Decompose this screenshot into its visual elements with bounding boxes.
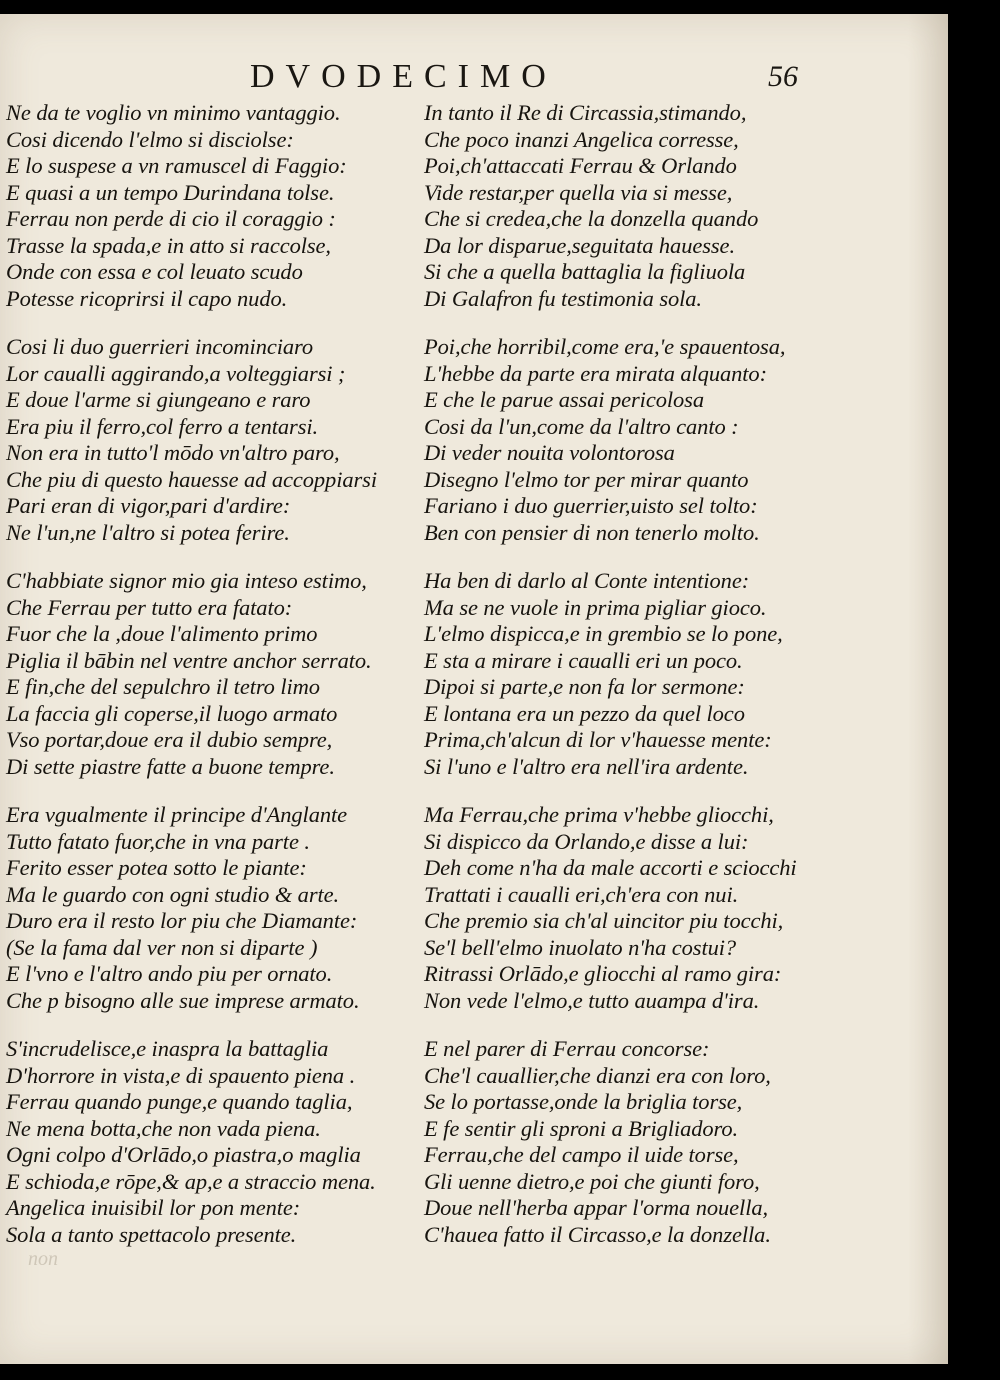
stanza (6, 1036, 416, 1248)
stanza (424, 802, 844, 1014)
verse-line: Si dispicco da Orlando,e disse a lui: (424, 828, 749, 854)
verse-line: Ne l'un,ne l'altro si potea ferire. (6, 519, 290, 545)
verse-line: Che p bisogno alle sue imprese armato. (6, 987, 360, 1013)
verse-line: Disegno l'elmo tor per mirar quanto (424, 466, 749, 492)
verse-line: E doue l'arme si giungeano e raro (6, 387, 311, 412)
verse-line: Angelica inuisibil lor pon mente: (6, 1195, 301, 1220)
verse-line: L'hebbe da parte era mirata alquanto: (424, 360, 767, 386)
verse-line: D'horrore in vista,e di spauento piena . (6, 1062, 356, 1088)
verse-line: Duro era il resto lor piu che Diamante: (6, 908, 358, 933)
verse-line: Era vgualmente il principe d'Anglante (6, 802, 348, 827)
page-header (250, 58, 810, 98)
verse-line: E l'vno e l'altro ando piu per ornato. (6, 961, 333, 986)
verse-line: Gli uenne dietro,e poi che giunti foro, (424, 1168, 760, 1194)
verse-line: Cosi li duo guerrieri incominciaro (6, 334, 314, 359)
verse-line: (Se la fama dal ver non si diparte ) (6, 934, 318, 960)
verse-line: L'elmo dispicca,e in grembio se lo pone, (424, 621, 783, 646)
verse-line: C'hauea fatto il Circasso,e la donzella. (424, 1221, 771, 1247)
verse-line: E fin,che del sepulchro il tetro limo (6, 674, 320, 699)
verse-line: Se'l bell'elmo inuolato n'ha costui? (424, 934, 737, 960)
verse-line: Cosi dicendo l'elmo si disciolse: (6, 126, 294, 152)
verse-line: Di Galafron fu testimonia sola. (424, 285, 702, 311)
stanza (424, 568, 844, 780)
verse-line: Onde con essa e col leuato scudo (6, 259, 303, 284)
verse-line: Trasse la spada,e in atto si raccolse, (6, 232, 331, 258)
verse-line: Sola a tanto spettacolo presente. (6, 1221, 297, 1247)
right-column (424, 100, 844, 1270)
stanza (6, 100, 416, 312)
verse-line: E che le parue assai pericolosa (424, 387, 704, 412)
verse-line: E sta a mirare i caualli eri un poco. (424, 647, 743, 673)
verse-line: Ne mena botta,che non vada piena. (6, 1115, 321, 1141)
verse-line: Non vede l'elmo,e tutto auampa d'ira. (424, 987, 760, 1013)
verse-line: Che premio sia ch'al uincitor piu tocchi, (424, 908, 784, 933)
show-through-text: non (28, 1248, 58, 1270)
verse-line: E nel parer di Ferrau concorse: (424, 1036, 710, 1061)
verse-line: La faccia gli coperse,il luogo armato (6, 700, 338, 726)
verse-line: Ha ben di darlo al Conte intentione: (424, 568, 750, 593)
verse-line: In tanto il Re di Circassia,stimando, (424, 100, 747, 125)
verse-line: Di sette piastre fatte a buone tempre. (6, 753, 335, 779)
verse-line: Tutto fatato fuor,che in vna parte . (6, 828, 310, 854)
verse-line: Ferrau quando punge,e quando taglia, (6, 1089, 353, 1114)
verse-line: Si che a quella battaglia la figliuola (424, 259, 746, 284)
verse-line: Vide restar,per quella via si messe, (424, 179, 733, 205)
verse-line: Piglia il bābin nel ventre anchor serrato. (6, 647, 372, 673)
stanza (424, 1036, 844, 1248)
verse-line: Ogni colpo d'Orlādo,o piastra,o maglia (6, 1142, 361, 1167)
verse-line: Di veder nouita volontorosa (424, 440, 675, 465)
verse-line: E quasi a un tempo Durindana tolse. (6, 179, 335, 205)
verse-line: E lontana era un pezzo da quel loco (424, 700, 745, 726)
verse-line: Poi,che horribil,come era,'e spauentosa, (424, 334, 786, 359)
verse-line: Ben con pensier di non tenerlo molto. (424, 519, 760, 545)
verse-line: S'incrudelisce,e inaspra la battaglia (6, 1036, 329, 1061)
verse-line: Lor caualli aggirando,a volteggiarsi ; (6, 360, 346, 386)
verse-line: Doue nell'herba appar l'orma nouella, (424, 1195, 769, 1220)
verse-line: Deh come n'ha da male accorti e sciocchi (424, 855, 797, 880)
verse-line: Ma Ferrau,che prima v'hebbe gliocchi, (424, 802, 774, 827)
verse-line: Non era in tutto'l mōdo vn'altro paro, (6, 440, 340, 465)
left-column (6, 100, 416, 1270)
running-title: DVODECIMO (250, 58, 557, 95)
verse-line: Che'l cauallier,che dianzi era con loro, (424, 1062, 771, 1088)
verse-line: Se lo portasse,onde la briglia torse, (424, 1089, 743, 1114)
verse-line: Ma se ne vuole in prima pigliar gioco. (424, 594, 767, 620)
verse-line: Ferito esser potea sotto le piante: (6, 855, 307, 880)
verse-line: Che poco inanzi Angelica corresse, (424, 126, 739, 152)
page-number: 56 (768, 60, 798, 93)
verse-line: Potesse ricoprirsi il capo nudo. (6, 285, 288, 311)
verse-line: Poi,ch'attaccati Ferrau & Orlando (424, 153, 737, 178)
verse-line: Che piu di questo hauesse ad accoppiarsi (6, 466, 377, 492)
verse-line: Era piu il ferro,col ferro a tentarsi. (6, 413, 319, 439)
verse-line: Da lor disparue,seguitata hauesse. (424, 232, 735, 258)
verse-line: Vso portar,doue era il dubio sempre, (6, 727, 333, 752)
verse-line: Si l'uno e l'altro era nell'ira ardente. (424, 753, 749, 779)
verse-line: Fuor che la ,doue l'alimento primo (6, 621, 318, 646)
verse-line: Ma le guardo con ogni studio & arte. (6, 881, 340, 907)
verse-line: E lo suspese a vn ramuscel di Faggio: (6, 153, 347, 178)
verse-line: Dipoi si parte,e non fa lor sermone: (424, 674, 745, 699)
verse-line: E schioda,e rōpe,& ap,e a straccio mena. (6, 1168, 376, 1194)
stanza (424, 100, 844, 312)
stanza (6, 334, 416, 546)
verse-line: Fariano i duo guerrier,uisto sel tolto: (424, 493, 758, 518)
stanza (6, 802, 416, 1014)
verse-line: Prima,ch'alcun di lor v'hauesse mente: (424, 727, 772, 752)
verse-line: Pari eran di vigor,pari d'ardire: (6, 493, 291, 518)
verse-line: Ferrau,che del campo il uide torse, (424, 1142, 739, 1167)
verse-line: Trattati i caualli eri,ch'era con nui. (424, 881, 739, 907)
verse-line: Ne da te voglio vn minimo vantaggio. (6, 100, 341, 125)
verse-line: Che si credea,che la donzella quando (424, 206, 759, 231)
book-page (0, 14, 948, 1364)
verse-line: Ferrau non perde di cio il coraggio : (6, 206, 336, 231)
verse-line: Cosi da l'un,come da l'altro canto : (424, 413, 739, 439)
stanza (424, 334, 844, 546)
verse-line: Ritrassi Orlādo,e gliocchi al ramo gira: (424, 961, 782, 986)
stanza (6, 568, 416, 780)
verse-line: E fe sentir gli sproni a Brigliadoro. (424, 1115, 739, 1141)
verse-line: C'habbiate signor mio gia inteso estimo, (6, 568, 367, 593)
verse-line: Che Ferrau per tutto era fatato: (6, 594, 293, 620)
